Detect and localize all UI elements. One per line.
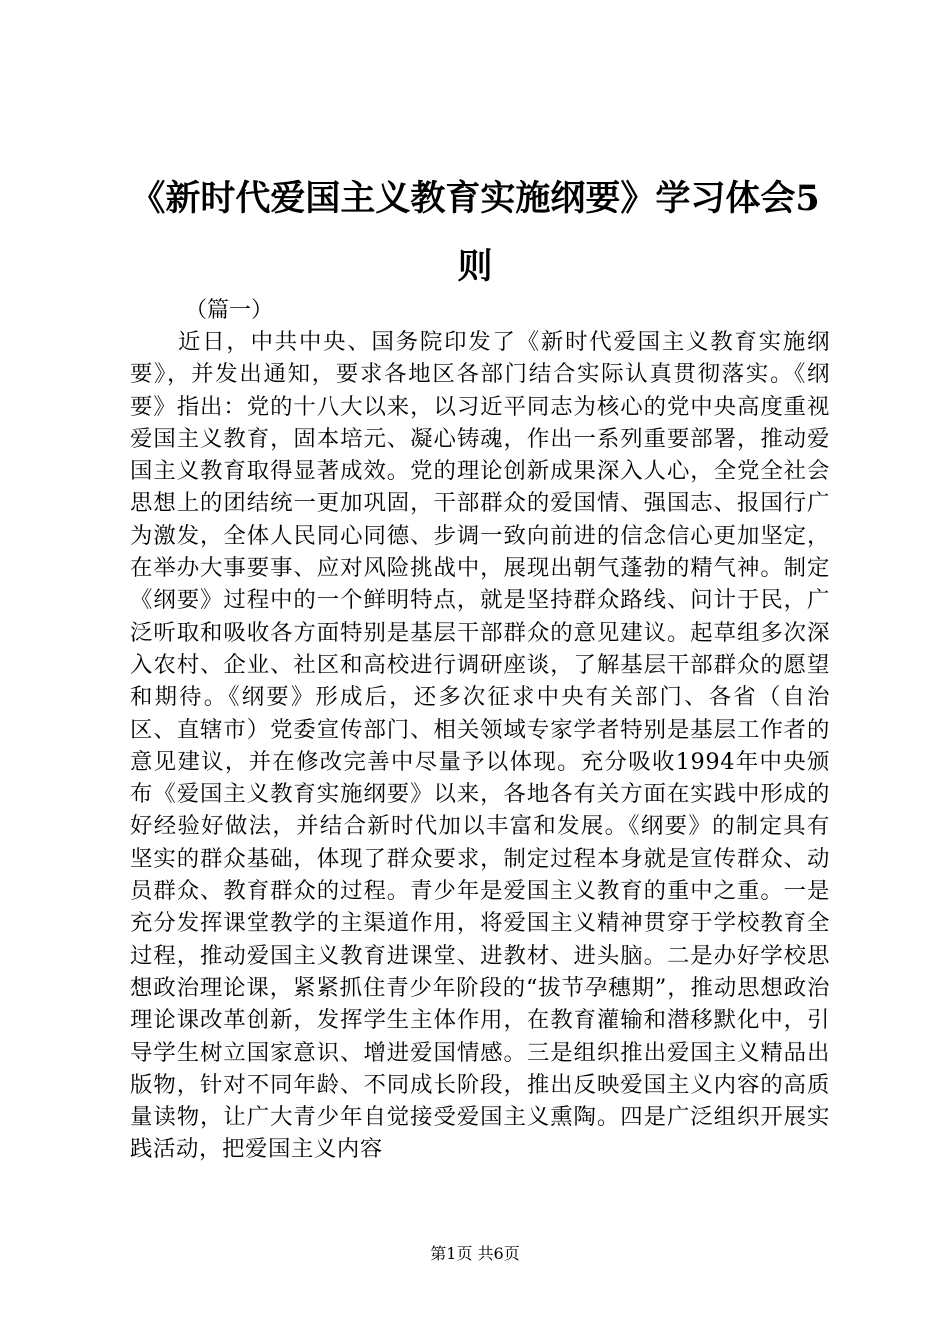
body-paragraph: 近日，中共中央、国务院印发了《新时代爱国主义教育实施纲要》，并发出通知，要求各地区各部门结合实际认真贯彻落实。《纲要》指出：党的十八大以来，以习近平同志为核心的党中央高度重视爱国主义教育，固本培元、凝心铸魂，作出一系列重要部署，推动爱国主义教育取得显著成效。党的理论创新成果深入人心，全党全社会思想上的团结统一更加巩固，干部群众的爱国情、强国志、报国行广为激发，全体人民同心同德、步调一致向前进的信念信心更加坚定，在举办大事要事、应对风险挑战中，展现出朝气蓬勃的精气神。制定《纲要》过程中的一个鲜明特点，就是坚持群众路线、问计于民，广泛听取和吸收各方面特别是基层干部群众的意见建议。起草组多次深入农村、企业、社区和高校进行调研座谈，了解基层干部群众的愿望和期待。《纲要》形成后，还多次征求中央有关部门、各省（自治区、直辖市）党委宣传部门、相关领域专家学者特别是基层工作者的意见建议，并在修改完善中尽量予以体现。充分吸收1994年中央颁布《爱国主义教育实施纲要》以来，各地各有关方面在实践中形成的好经验好做法，并结合新时代加以丰富和发展。《纲要》的制定具有坚实的群众基础，体现了群众要求，制定过程本身就是宣传群众、动员群众、教育群众的过程。青少年是爱国主义教育的重中之重。一是充分发挥课堂教学的主渠道作用，将爱国主义精神贯穿于学校教育全过程，推动爱国主义教育进课堂、进教材、进头脑。二是办好学校思想政治理论课，紧紧抓住青少年阶段的“拔节孕穗期”，推动思想政治理论课改革创新，发挥学生主体作用，在教育灌输和潜移默化中，引导学生树立国家意识、增进爱国情感。三是组织推出爱国主义精品出版物，针对不同年龄、不同成长阶段，推出反映爱国主义内容的高质量读物，让广大青少年自觉接受爱国主义熏陶。四是广泛组织开展实践活动，把爱国主义内容 — [130, 329, 830, 1163]
document-title: 《新时代爱国主义教育实施纲要》学习体会5则 — [130, 178, 820, 287]
section-label: （篇一） — [185, 298, 274, 323]
page-number: 第1页 共6页 — [430, 1244, 520, 1263]
